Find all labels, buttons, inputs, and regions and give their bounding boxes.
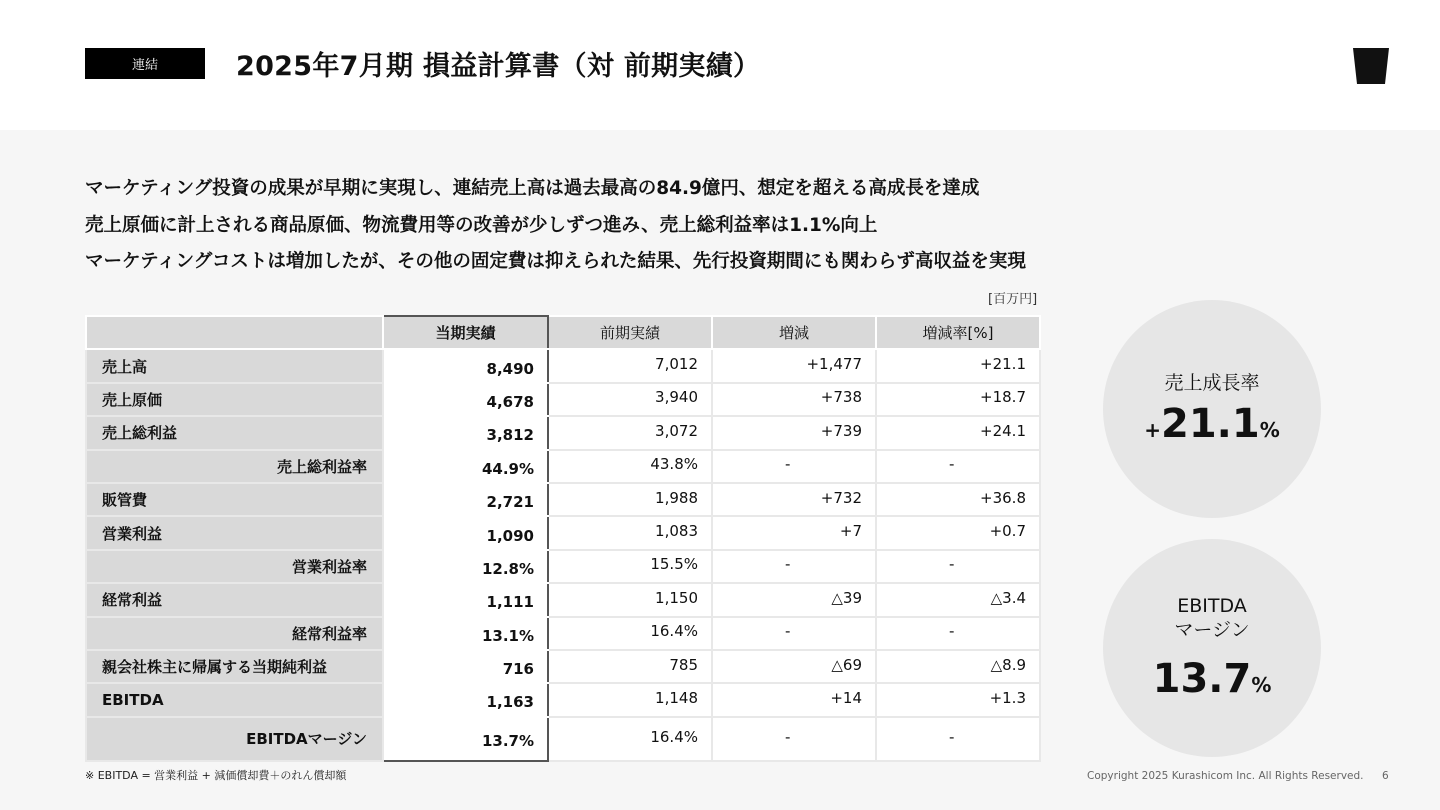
table-row (86, 349, 1040, 382)
previous-value: 15.5% (548, 550, 712, 583)
sales-growth-kpi (1103, 300, 1321, 518)
current-value: 13.1% (383, 617, 548, 650)
current-value: 716 (383, 650, 548, 683)
header-rate: 増減率[%] (876, 316, 1040, 349)
summary-point: マーケティング投資の成果が早期に実現し、連結売上高は過去最高の84.9億円、想定を超える高成長を達成 (85, 178, 980, 199)
current-value: 2,721 (383, 483, 548, 516)
unit-label: [百万円] (988, 292, 1038, 307)
rate-value: △8.9 (876, 650, 1040, 683)
row-label: 営業利益率 (86, 550, 383, 583)
rate-value: +18.7 (876, 383, 1040, 416)
rate-value: - (876, 450, 1040, 483)
table-row (86, 583, 1040, 616)
change-value: △39 (712, 583, 876, 616)
row-label: 売上原価 (86, 383, 383, 416)
previous-value: 1,083 (548, 516, 712, 549)
previous-value: 3,072 (548, 416, 712, 449)
rate-value: +21.1 (876, 349, 1040, 382)
footnote: ※ EBITDA = 営業利益 + 減価償却費＋のれん償却額 (85, 769, 347, 782)
kpi-label: マージン (1174, 619, 1250, 641)
kpi-label: 売上成長率 (1164, 372, 1260, 394)
previous-value: 1,988 (548, 483, 712, 516)
consolidated-badge: 連結 (85, 48, 205, 79)
previous-value: 7,012 (548, 349, 712, 382)
table-row (86, 516, 1040, 549)
table-row (86, 617, 1040, 650)
current-value: 4,678 (383, 383, 548, 416)
rate-value: △3.4 (876, 583, 1040, 616)
income-statement-table (85, 315, 1041, 762)
slide-header (0, 0, 1440, 130)
ebitda-margin-kpi (1103, 539, 1321, 757)
page-number: 6 (1382, 770, 1389, 782)
change-value: +732 (712, 483, 876, 516)
kpi-unit: % (1251, 673, 1272, 697)
table-row (86, 483, 1040, 516)
previous-value: 1,148 (548, 683, 712, 716)
previous-value: 1,150 (548, 583, 712, 616)
previous-value: 785 (548, 650, 712, 683)
row-label: EBITDAマージン (86, 717, 383, 761)
current-value: 12.8% (383, 550, 548, 583)
current-value: 13.7% (383, 717, 548, 761)
kpi-label: EBITDA (1177, 595, 1247, 617)
kpi-number: 13.7 (1152, 656, 1252, 702)
change-value: - (712, 617, 876, 650)
current-value: 44.9% (383, 450, 548, 483)
table-row (86, 383, 1040, 416)
kpi-number: 21.1 (1161, 401, 1260, 447)
current-value: 3,812 (383, 416, 548, 449)
row-label: 売上総利益率 (86, 450, 383, 483)
slide-title: 2025年7月期 損益計算書（対 前期実績） (236, 51, 761, 82)
kpi-value (1153, 656, 1272, 702)
row-label: 経常利益 (86, 583, 383, 616)
previous-value: 16.4% (548, 617, 712, 650)
header-current: 当期実績 (383, 316, 548, 349)
kpi-value (1144, 401, 1280, 447)
rate-value: +1.3 (876, 683, 1040, 716)
change-value: +1,477 (712, 349, 876, 382)
previous-value: 16.4% (548, 717, 712, 761)
row-label: 親会社株主に帰属する当期純利益 (86, 650, 383, 683)
rate-value: +36.8 (876, 483, 1040, 516)
table-row (86, 717, 1040, 761)
kpi-sign: + (1144, 418, 1161, 442)
rate-value: +24.1 (876, 416, 1040, 449)
table-header-row (86, 316, 1040, 349)
rate-value: - (876, 550, 1040, 583)
table-row (86, 416, 1040, 449)
row-label: 売上総利益 (86, 416, 383, 449)
change-value: +739 (712, 416, 876, 449)
change-value: +7 (712, 516, 876, 549)
current-value: 8,490 (383, 349, 548, 382)
row-label: 販管費 (86, 483, 383, 516)
header-previous: 前期実績 (548, 316, 712, 349)
row-label: 売上高 (86, 349, 383, 382)
kpi-unit: % (1259, 418, 1280, 442)
table-row (86, 550, 1040, 583)
company-logo-icon (1353, 48, 1389, 84)
change-value: - (712, 450, 876, 483)
row-label: 経常利益率 (86, 617, 383, 650)
current-value: 1,090 (383, 516, 548, 549)
current-value: 1,111 (383, 583, 548, 616)
rate-value: - (876, 717, 1040, 761)
change-value: +738 (712, 383, 876, 416)
change-value: - (712, 550, 876, 583)
header-change: 増減 (712, 316, 876, 349)
row-label: 営業利益 (86, 516, 383, 549)
rate-value: +0.7 (876, 516, 1040, 549)
previous-value: 43.8% (548, 450, 712, 483)
row-label: EBITDA (86, 683, 383, 716)
previous-value: 3,940 (548, 383, 712, 416)
copyright: Copyright 2025 Kurashicom Inc. All Rights Reserved. (1087, 770, 1364, 782)
change-value: - (712, 717, 876, 761)
summary-point: マーケティングコストは増加したが、その他の固定費は抑えられた結果、先行投資期間にも関わらず高収益を実現 (85, 251, 1026, 272)
change-value: +14 (712, 683, 876, 716)
summary-points (85, 173, 1026, 283)
table-row (86, 650, 1040, 683)
header-blank (86, 316, 383, 349)
change-value: △69 (712, 650, 876, 683)
current-value: 1,163 (383, 683, 548, 716)
table-row (86, 450, 1040, 483)
summary-point: 売上原価に計上される商品原価、物流費用等の改善が少しずつ進み、売上総利益率は1.1%向上 (85, 214, 878, 236)
rate-value: - (876, 617, 1040, 650)
table-row (86, 683, 1040, 716)
